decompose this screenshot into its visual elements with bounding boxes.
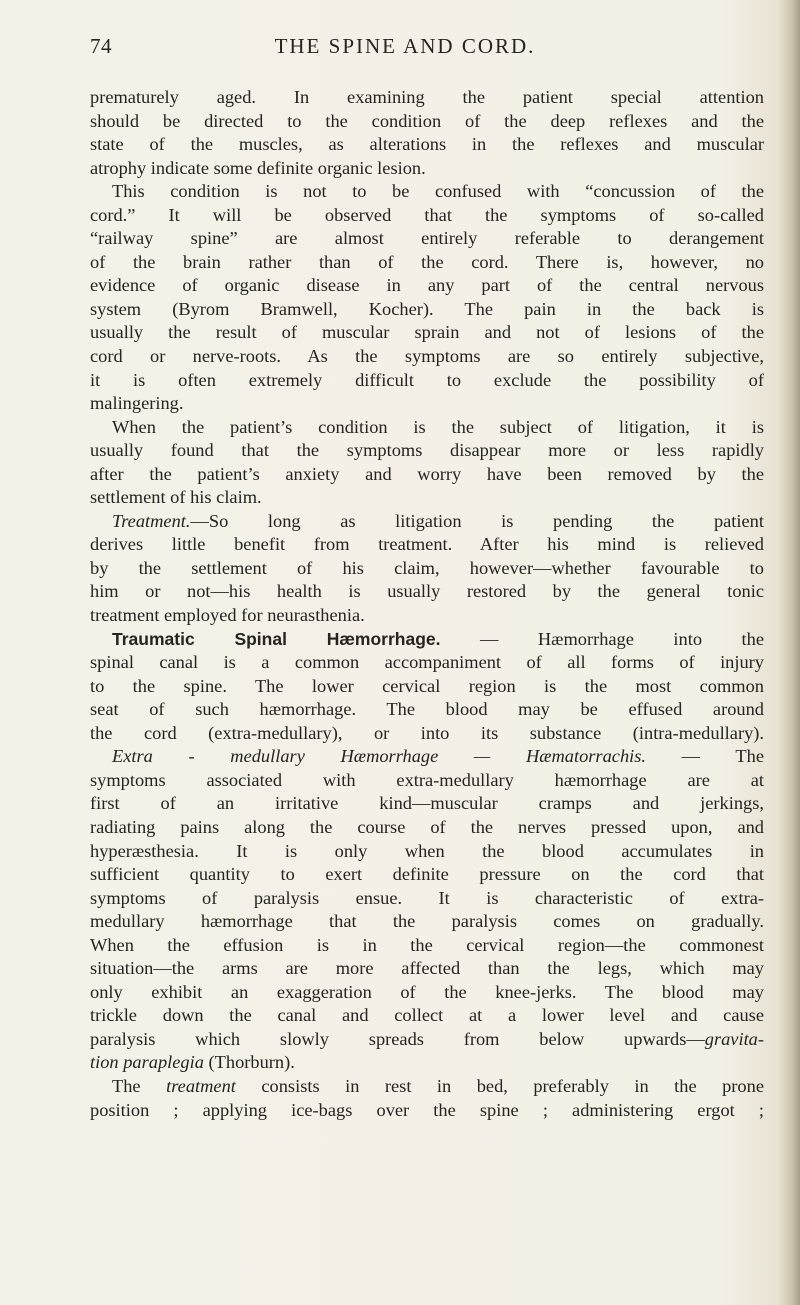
text-run: position ; applying ice-bags over the spine ; administering ergot ;	[90, 1099, 764, 1120]
text-line	[90, 463, 764, 487]
text-line	[90, 227, 764, 251]
text-line	[90, 1075, 764, 1099]
text-run: situation—the arms are more affected than the legs, which may	[90, 958, 764, 979]
text-line	[90, 157, 764, 181]
text-run: it is often extremely difficult to exclude the possibility of	[90, 369, 764, 390]
text-line	[90, 369, 764, 393]
text-line	[90, 981, 764, 1005]
italic-run: tion paraplegia	[90, 1052, 204, 1073]
text-run: settlement of his claim.	[90, 487, 262, 508]
text-run: to the spine. The lower cervical region is the most common	[90, 675, 764, 696]
text-run: usually the result of muscular sprain and not of lesions of the	[90, 322, 764, 343]
text-line	[90, 321, 764, 345]
text-line	[90, 840, 764, 864]
text-line	[90, 486, 764, 510]
text-line	[90, 110, 764, 134]
italic-run: treatment	[166, 1075, 236, 1096]
text-run: trickle down the canal and collect at a lower level and cause	[90, 1005, 764, 1026]
text-line	[90, 1028, 764, 1052]
text-run: —So long as litigation is pending the patient	[190, 510, 764, 531]
text-run: seat of such hæmorrhage. The blood may be effused around	[90, 699, 764, 720]
text-run: derives little benefit from treatment. After his mind is relieved	[90, 534, 764, 555]
text-line	[90, 86, 764, 110]
text-line	[90, 298, 764, 322]
text-line	[90, 510, 764, 534]
text-line	[90, 251, 764, 275]
text-line	[90, 792, 764, 816]
text-run: malingering.	[90, 393, 184, 414]
text-run: cord.” It will be observed that the symptoms of so-called	[90, 204, 764, 225]
text-run: spinal canal is a common accompaniment of all forms of injury	[90, 652, 764, 673]
text-line	[90, 580, 764, 604]
text-line	[90, 180, 764, 204]
text-run: should be directed to the condition of the deep reflexes and the	[90, 110, 764, 131]
text-run: — Hæmorrhage into the	[440, 628, 764, 649]
text-run: first of an irritative kind—muscular cramps and jerkings,	[90, 793, 764, 814]
text-line	[90, 533, 764, 557]
text-run: after the patient’s anxiety and worry have been removed by the	[90, 463, 764, 484]
text-line	[90, 204, 764, 228]
text-line	[90, 557, 764, 581]
text-line	[90, 651, 764, 675]
text-run: When the patient’s condition is the subject of litigation, it is	[112, 416, 764, 437]
italic-run: Extra - medullary Hæmorrhage — Hæmatorrachis.	[112, 746, 647, 767]
text-line	[90, 863, 764, 887]
italic-run: Treatment.	[112, 510, 191, 531]
text-line	[90, 816, 764, 840]
text-run: cord or nerve-roots. As the symptoms are so entirely subjective,	[90, 346, 764, 367]
text-run: consists in rest in bed, preferably in the prone	[235, 1075, 764, 1096]
text-run: atrophy indicate some definite organic lesion.	[90, 157, 426, 178]
text-run: — The	[646, 746, 764, 767]
text-run: evidence of organic disease in any part of the central nervous	[90, 275, 764, 296]
text-run: state of the muscles, as alterations in the reflexes and muscular	[90, 134, 764, 155]
text-run: (Thorburn).	[203, 1052, 295, 1073]
text-line	[90, 1051, 764, 1075]
text-line	[90, 1004, 764, 1028]
text-line	[90, 628, 764, 652]
text-run: only exhibit an exaggeration of the knee-jerks. The blood may	[90, 981, 764, 1002]
page-edge-shadow	[778, 0, 800, 1305]
text-line	[90, 274, 764, 298]
text-line	[90, 887, 764, 911]
text-run: prematurely aged. In examining the patient special attention	[90, 87, 764, 107]
text-line	[90, 345, 764, 369]
text-run: medullary hæmorrhage that the paralysis comes on gradually.	[90, 911, 764, 932]
text-run: The	[112, 1075, 167, 1096]
text-run: him or not—his health is usually restored by the general tonic	[90, 581, 764, 602]
text-run: hyperæsthesia. It is only when the blood accumulates in	[90, 840, 764, 861]
text-run: sufficient quantity to exert definite pressure on the cord that	[90, 864, 764, 885]
text-run: This condition is not to be confused with “concussion of the	[112, 181, 764, 202]
text-line	[90, 416, 764, 440]
text-line	[90, 698, 764, 722]
body-text	[90, 86, 764, 1122]
text-run: of the brain rather than of the cord. There is, however, no	[90, 251, 764, 272]
text-line	[90, 722, 764, 746]
text-line	[90, 910, 764, 934]
text-line	[90, 1099, 764, 1123]
page-number: 74	[90, 34, 112, 58]
text-line	[90, 957, 764, 981]
running-head: THE SPINE AND CORD.	[274, 34, 536, 58]
text-line	[90, 439, 764, 463]
section-heading: Traumatic Spinal Hæmorrhage.	[112, 628, 441, 649]
text-run: radiating pains along the course of the nerves pressed upon, and	[90, 816, 764, 837]
text-run: symptoms associated with extra-medullary hæmorrhage are at	[90, 769, 764, 790]
text-line	[90, 675, 764, 699]
text-run: When the effusion is in the cervical region—the commonest	[90, 934, 764, 955]
text-run: by the settlement of his claim, however—whether favourable to	[90, 557, 764, 578]
italic-run: gravita-	[704, 1028, 764, 1049]
text-line	[90, 133, 764, 157]
text-line	[90, 934, 764, 958]
text-run: symptoms of paralysis ensue. It is characteristic of extra-	[90, 887, 764, 908]
text-line	[90, 392, 764, 416]
text-run: system (Byrom Bramwell, Kocher). The pain in the back is	[90, 298, 764, 319]
text-run: treatment employed for neurasthenia.	[90, 605, 365, 626]
text-run: paralysis which slowly spreads from below upwards—	[90, 1028, 705, 1049]
text-run: usually found that the symptoms disappear more or less rapidly	[90, 440, 764, 461]
text-line	[90, 604, 764, 628]
text-line	[90, 745, 764, 769]
text-line	[90, 769, 764, 793]
text-run: “railway spine” are almost entirely referable to derangement	[90, 228, 764, 249]
text-run: the cord (extra-medullary), or into its substance (intra-medullary).	[90, 722, 764, 743]
page-header	[90, 34, 720, 64]
